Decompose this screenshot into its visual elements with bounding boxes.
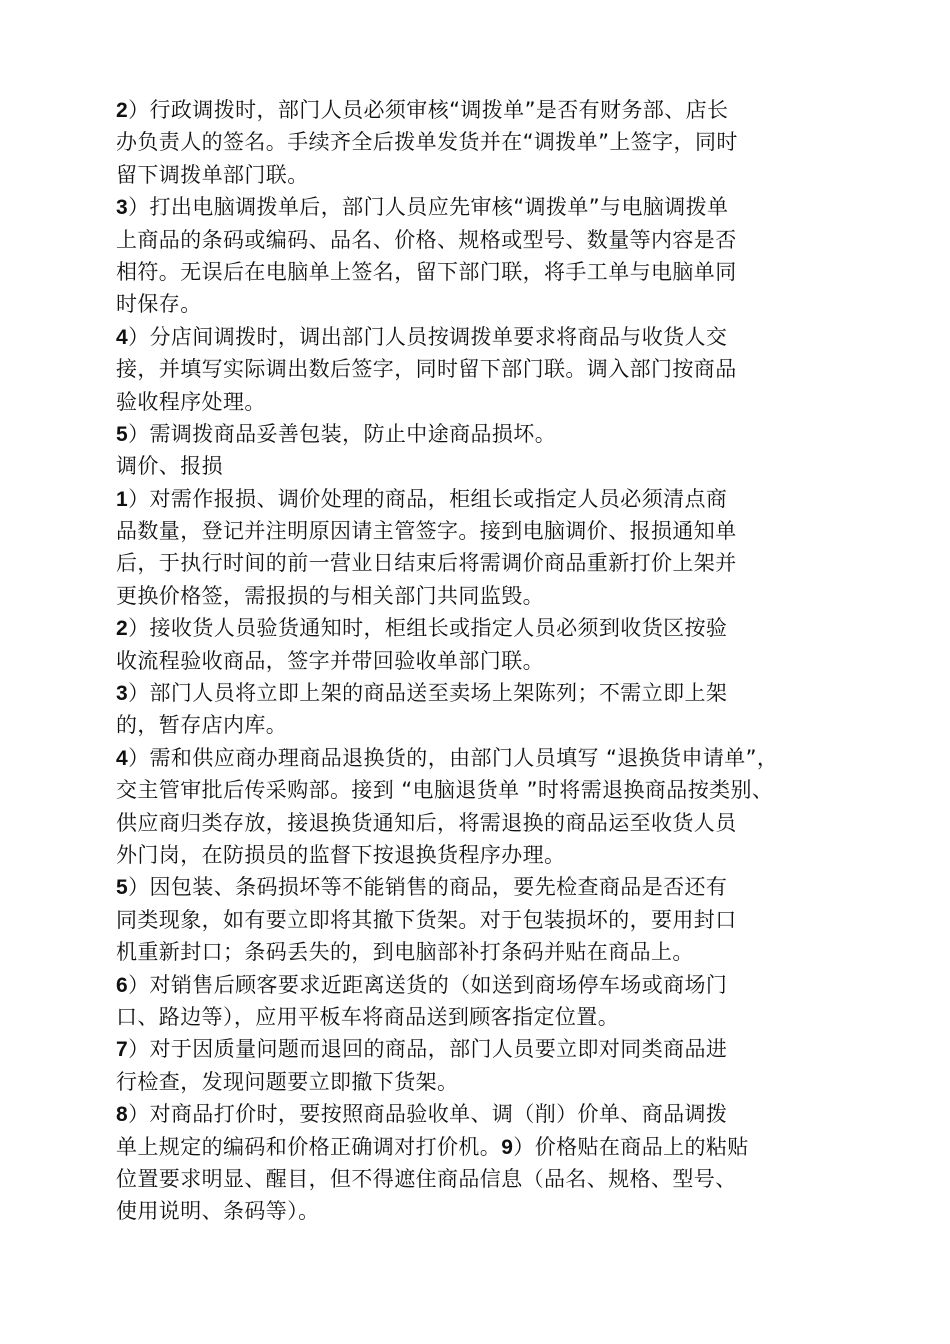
item-number: 4	[116, 746, 129, 770]
text-run: 相符。无误后在电脑单上签名，留下部门联，将手工单与电脑单同	[116, 259, 737, 284]
text-run: 外门岗，在防损员的监督下按退换货程序办理。	[116, 842, 566, 867]
text-line	[116, 1131, 846, 1163]
text-line	[116, 191, 846, 223]
text-line	[116, 1163, 846, 1195]
text-run: 的，暂存店内库。	[116, 713, 288, 738]
text-run: ）需和供应商办理商品退换货的，由部门人员填写 “退换货申请单”，	[128, 745, 779, 770]
text-run: ）部门人员将立即上架的商品送至卖场上架陈列；不需立即上架	[128, 681, 728, 706]
text-run: 单上规定的编码和价格正确调对打价机。	[116, 1134, 502, 1159]
item-number: 2	[116, 99, 129, 122]
item-number: 2	[116, 617, 129, 641]
item-number: 5	[116, 422, 129, 446]
text-line	[116, 612, 846, 644]
text-line	[116, 547, 846, 579]
text-line	[116, 288, 846, 320]
text-run: ）因包装、条码损坏等不能销售的商品，要先检查商品是否还有	[128, 875, 728, 900]
text-run: 机重新封口；条码丢失的，到电脑部补打条码并贴在商品上。	[116, 940, 694, 965]
text-line	[116, 904, 846, 936]
text-run: ）对于因质量问题而退回的商品，部门人员要立即对同类商品进	[128, 1037, 728, 1062]
text-run: 更换价格签，需报损的与相关部门共同监毁。	[116, 583, 544, 608]
text-line	[116, 256, 846, 288]
item-number: 9	[501, 1135, 514, 1159]
text-line	[116, 969, 846, 1001]
item-number: 6	[116, 973, 129, 997]
text-line	[116, 321, 846, 353]
text-line	[116, 386, 846, 418]
text-run: 交主管审批后传采购部。接到 “电脑退货单 ”时将需退换商品按类别、	[116, 778, 774, 803]
text-run: ）需调拨商品妥善包装，防止中途商品损坏。	[128, 421, 557, 446]
text-run: 接，并填写实际调出数后签字，同时留下部门联。调入部门按商品	[116, 357, 737, 382]
text-line	[116, 1001, 846, 1033]
text-run: 上商品的条码或编码、品名、价格、规格或型号、数量等内容是否	[116, 227, 737, 252]
text-run: 收流程验收商品，签字并带回验收单部门联。	[116, 648, 544, 673]
text-line	[116, 515, 846, 547]
text-run: ）对销售后顾客要求近距离送货的（如送到商场停车场或商场门	[128, 972, 728, 997]
text-run: 口、路边等），应用平板车将商品送到顾客指定位置。	[116, 1004, 620, 1029]
text-line	[116, 418, 846, 450]
text-run: ）对需作报损、调价处理的商品，柜组长或指定人员必须清点商	[128, 486, 728, 511]
text-line	[116, 936, 846, 968]
text-line	[116, 645, 846, 677]
text-run: 时保存。	[116, 292, 202, 317]
item-number: 1	[116, 487, 129, 511]
text-run: 验收程序处理。	[116, 389, 266, 414]
text-line	[116, 224, 846, 256]
text-line	[116, 580, 846, 612]
text-line	[116, 871, 846, 903]
text-run: ）接收货人员验货通知时，柜组长或指定人员必须到收货区按验	[128, 616, 728, 641]
text-run: 调价、报损	[116, 454, 223, 479]
item-number: 8	[116, 1103, 129, 1127]
text-run: ）对商品打价时，要按照商品验收单、调（削）价单、商品调拨	[128, 1102, 728, 1127]
text-line	[116, 483, 846, 515]
text-line	[116, 774, 846, 806]
text-run: 办负责人的签名。手续齐全后拨单发货并在“调拨单”上签字，同时	[116, 130, 738, 155]
text-run: ）打出电脑调拨单后，部门人员应先审核“调拨单”与电脑调拨单	[128, 195, 729, 220]
text-run: 留下调拨单部门联。	[116, 162, 309, 187]
text-line	[116, 1033, 846, 1065]
text-run: 品数量，登记并注明原因请主管签字。接到电脑调价、报损通知单	[116, 519, 737, 544]
text-line	[116, 126, 846, 158]
text-line	[116, 1195, 846, 1227]
text-line	[116, 839, 846, 871]
text-run: 使用说明、条码等）。	[116, 1199, 320, 1224]
text-run: 行检查，发现问题要立即撤下货架。	[116, 1069, 459, 1094]
text-line	[116, 677, 846, 709]
item-number: 3	[116, 196, 129, 220]
text-line	[116, 159, 846, 191]
text-line	[116, 1098, 846, 1130]
document-body	[116, 94, 846, 1228]
text-run: ）行政调拨时，部门人员必须审核“调拨单”是否有财务部、店长	[128, 98, 729, 122]
text-line	[116, 709, 846, 741]
text-run: 供应商归类存放，接退换货通知后，将需退换的商品运至收货人员	[116, 810, 737, 835]
item-number: 4	[116, 325, 129, 349]
text-line	[116, 742, 846, 774]
item-number: 7	[116, 1038, 129, 1062]
item-number: 3	[116, 682, 129, 706]
text-line	[116, 807, 846, 839]
text-run: 后，于执行时间的前一营业日结束后将需调价商品重新打价上架并	[116, 551, 737, 576]
text-line	[116, 353, 846, 385]
item-number: 5	[116, 876, 129, 900]
text-line	[116, 94, 846, 126]
text-run: ）分店间调拨时，调出部门人员按调拨单要求将商品与收货人交	[128, 324, 728, 349]
text-run: 同类现象，如有要立即将其撤下货架。对于包装损坏的，要用封口	[116, 907, 737, 932]
text-run: ）价格贴在商品上的粘贴	[513, 1134, 749, 1159]
text-run: 位置要求明显、醒目，但不得遮住商品信息（品名、规格、型号、	[116, 1166, 737, 1191]
text-line	[116, 450, 846, 482]
text-line	[116, 1066, 846, 1098]
